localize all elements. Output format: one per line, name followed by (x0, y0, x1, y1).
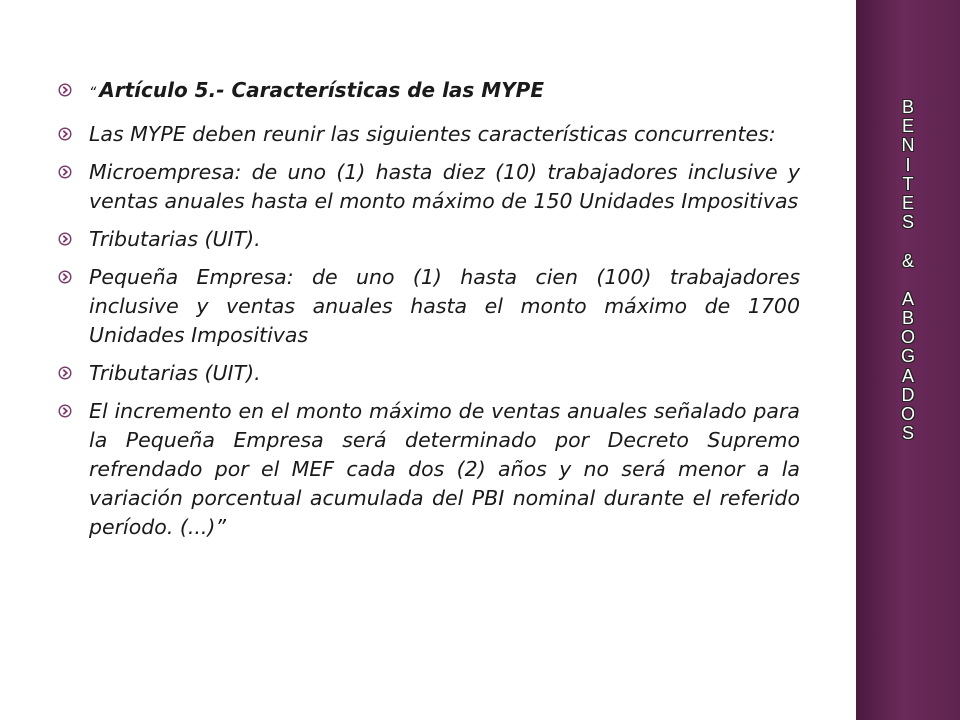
bullet-text: Microempresa: de uno (1) hasta diez (10) trabajadores inclusive y ventas anuales hasta el monto máximo de 150 Unidades Impositivas (89, 160, 800, 213)
bullet-item (58, 120, 800, 149)
vertical-title (856, 98, 960, 443)
bullet-item (58, 158, 800, 216)
bullet-text: Tributarias (UIT). (89, 227, 261, 251)
bullet-icon (58, 270, 72, 284)
article-title: Artículo 5.- Características de las MYPE (99, 78, 544, 102)
sidebar-letter: O (900, 327, 915, 348)
sidebar-letter (856, 232, 960, 251)
bullet-text: Las MYPE deben reunir las siguientes características concurrentes: (89, 122, 776, 146)
sidebar-letter: D (901, 384, 915, 405)
bullet-icon (58, 232, 72, 246)
sidebar-letter: A (901, 365, 914, 386)
sidebar-letter: T (902, 173, 914, 194)
sidebar-letter: N (901, 135, 915, 156)
sidebar-letter: G (900, 346, 915, 367)
bullet-icon (58, 83, 72, 97)
sidebar-band (856, 0, 960, 720)
bullet-text: El incremento en el monto máximo de ventas anuales señalado para la Pequeña Empresa será determinado por Decreto Supremo refrendado por el MEF cada dos (2) años y no será menor a la variación porcentual acumulada del PBI nominal durante el referido período. (...)” (89, 399, 800, 539)
bullet-item (58, 225, 800, 254)
opening-quote: “ (89, 85, 97, 101)
sidebar-letter: S (901, 212, 914, 233)
bullet-item (58, 359, 800, 388)
sidebar-letter (856, 271, 960, 290)
slide-content (58, 76, 800, 551)
sidebar-letter: E (901, 116, 914, 137)
sidebar-letter: B (901, 308, 914, 329)
sidebar-letter: O (900, 404, 915, 424)
bullet-icon (58, 127, 72, 141)
bullet-icon (58, 404, 72, 418)
bullet-item (58, 263, 800, 350)
sidebar-letter: E (901, 192, 914, 213)
bullet-icon (58, 165, 72, 179)
bullet-item (58, 397, 800, 542)
sidebar-letter: S (901, 423, 914, 444)
bullet-text: Tributarias (UIT). (89, 361, 261, 385)
sidebar-letter: B (901, 97, 914, 117)
sidebar-letter: A (901, 288, 914, 309)
sidebar-letter: I (905, 154, 911, 175)
bullet-item-title (58, 76, 800, 108)
bullet-text: Pequeña Empresa: de uno (1) hasta cien (100) trabajadores inclusive y ventas anuales hasta el monto máximo de 1700 Unidades Impositivas (89, 265, 800, 347)
bullet-icon (58, 366, 72, 380)
sidebar-letter: & (901, 250, 914, 271)
